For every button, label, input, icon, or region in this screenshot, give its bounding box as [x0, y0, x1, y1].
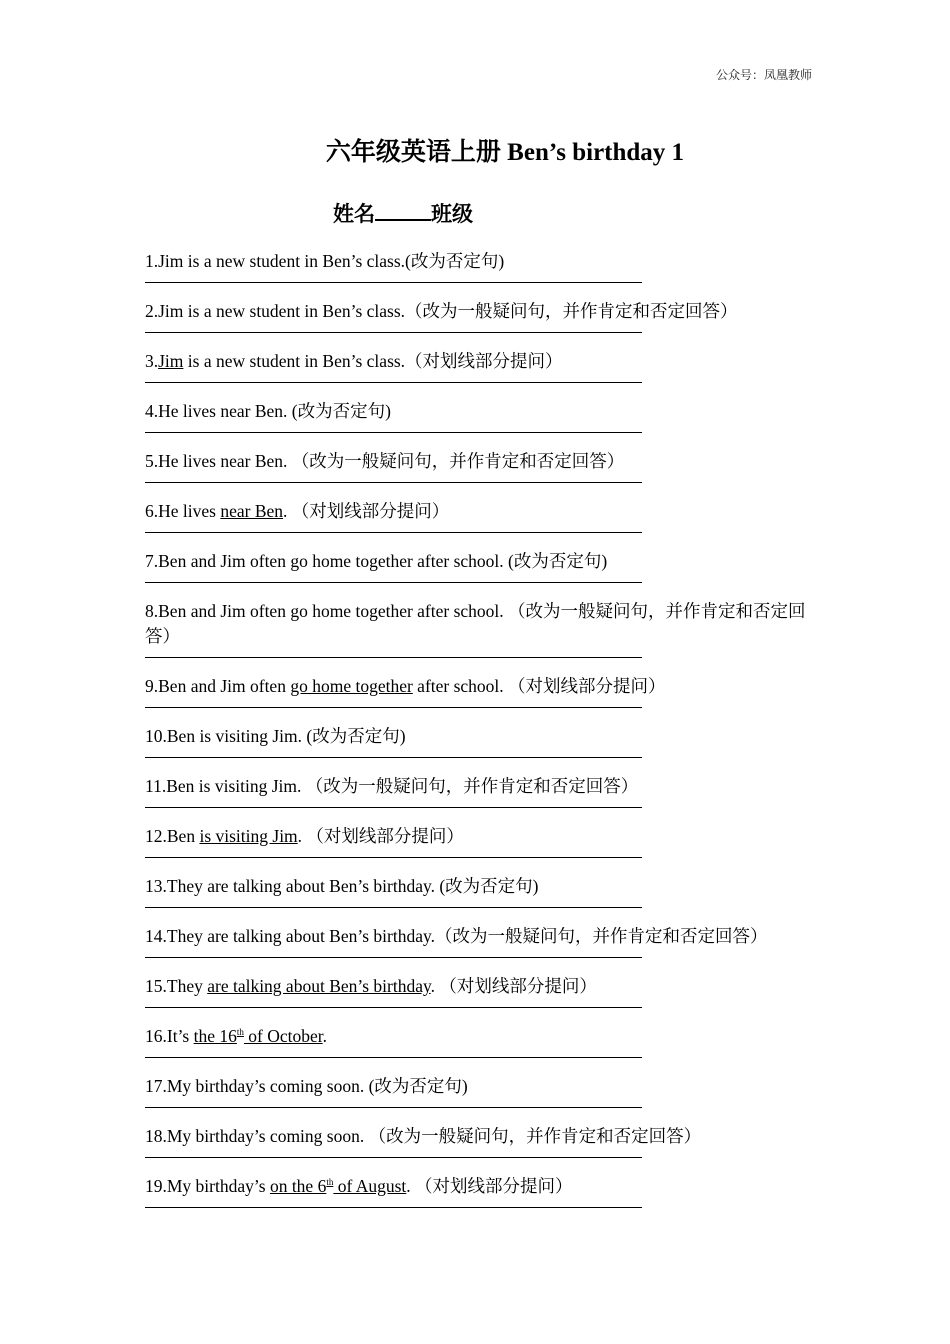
answer-line[interactable] — [145, 1057, 642, 1058]
question-fragment: 17.My birthday’s coming soon. (改为否定句) — [145, 1076, 468, 1096]
answer-line[interactable] — [145, 857, 642, 858]
answer-line[interactable] — [145, 332, 642, 333]
question-text — [145, 549, 813, 574]
answer-line[interactable] — [145, 382, 642, 383]
question-fragment: . （对划线部分提问） — [430, 976, 597, 996]
question-item — [145, 1074, 813, 1108]
answer-line[interactable] — [145, 957, 642, 958]
answer-line[interactable] — [145, 907, 642, 908]
question-text — [145, 449, 813, 474]
question-fragment: 10.Ben is visiting Jim. (改为否定句) — [145, 726, 406, 746]
underlined-phrase: Jim — [158, 351, 184, 371]
answer-line[interactable] — [145, 1007, 642, 1008]
underlined-phrase: th — [326, 1177, 334, 1187]
question-text — [145, 349, 813, 374]
underlined-phrase: near Ben — [220, 501, 284, 521]
question-fragment: . — [322, 1026, 328, 1046]
question-item — [145, 549, 813, 583]
question-text — [145, 924, 813, 949]
question-item — [145, 774, 813, 808]
question-fragment: . （对划线部分提问） — [283, 501, 450, 521]
question-text — [145, 1024, 813, 1049]
page-title: 六年级英语上册 Ben’s birthday 1 — [325, 139, 685, 166]
question-fragment: 5.He lives near Ben. （改为一般疑问句，并作肯定和否定回答） — [145, 451, 625, 471]
question-fragment: 1.Jim is a new student in Ben’s class.(改为否定句) — [145, 251, 505, 271]
question-item — [145, 349, 813, 383]
question-item — [145, 499, 813, 533]
question-fragment: 16.It’s — [145, 1026, 194, 1046]
question-fragment: 3. — [145, 351, 159, 371]
name-class-line — [333, 197, 473, 228]
question-fragment: 6.He lives — [145, 501, 221, 521]
question-text — [145, 299, 813, 324]
underlined-phrase: th — [236, 1027, 244, 1037]
answer-line[interactable] — [145, 707, 642, 708]
question-fragment: 18.My birthday’s coming soon. （改为一般疑问句，并作肯定和否定回答） — [145, 1126, 702, 1146]
question-text — [145, 874, 813, 899]
question-fragment: is a new student in Ben’s class.（对划线部分提问） — [183, 351, 563, 371]
class-label: 班级 — [431, 202, 473, 226]
answer-line[interactable] — [145, 282, 642, 283]
question-list — [145, 249, 813, 1224]
answer-line[interactable] — [145, 532, 642, 533]
question-text — [145, 499, 813, 524]
underlined-phrase: on the 6 — [269, 1176, 327, 1196]
question-text — [145, 774, 813, 799]
underlined-phrase: the 16 — [193, 1026, 237, 1046]
question-item — [145, 299, 813, 333]
question-item — [145, 824, 813, 858]
question-item — [145, 599, 813, 658]
question-text — [145, 974, 813, 999]
question-text — [145, 1124, 813, 1149]
question-text — [145, 824, 813, 849]
question-text — [145, 1174, 813, 1199]
question-text — [145, 674, 813, 699]
question-item — [145, 1024, 813, 1058]
question-text — [145, 724, 813, 749]
question-item — [145, 399, 813, 433]
question-item — [145, 1124, 813, 1158]
question-fragment: 13.They are talking about Ben’s birthday. (改为否定句) — [145, 876, 539, 896]
question-item — [145, 449, 813, 483]
question-fragment: . （对划线部分提问） — [297, 826, 464, 846]
answer-line[interactable] — [145, 482, 642, 483]
question-fragment: 9.Ben and Jim often — [145, 676, 291, 696]
question-fragment: 7.Ben and Jim often go home together after school. (改为否定句) — [145, 551, 608, 571]
name-label: 姓名 — [333, 202, 375, 226]
question-item — [145, 924, 813, 958]
answer-line[interactable] — [145, 657, 642, 658]
question-fragment: 19.My birthday’s — [145, 1176, 270, 1196]
question-fragment: 14.They are talking about Ben’s birthday.（改为一般疑问句，并作肯定和否定回答） — [145, 926, 768, 946]
question-item — [145, 874, 813, 908]
header-note: 公众号：凤凰教师 — [715, 68, 812, 82]
answer-line[interactable] — [145, 582, 642, 583]
question-item — [145, 974, 813, 1008]
question-item — [145, 674, 813, 708]
question-fragment: . （对划线部分提问） — [406, 1176, 573, 1196]
name-blank[interactable] — [375, 197, 431, 221]
answer-line[interactable] — [145, 1207, 642, 1208]
answer-line[interactable] — [145, 1157, 642, 1158]
question-fragment: after school. （对划线部分提问） — [412, 676, 666, 696]
question-fragment: 11.Ben is visiting Jim. （改为一般疑问句，并作肯定和否定回答） — [145, 776, 639, 796]
question-item — [145, 249, 813, 283]
question-fragment: 12.Ben — [145, 826, 200, 846]
question-text — [145, 249, 813, 274]
answer-line[interactable] — [145, 432, 642, 433]
underlined-phrase: of October — [243, 1026, 323, 1046]
underlined-phrase: of August — [333, 1176, 407, 1196]
answer-line[interactable] — [145, 1107, 642, 1108]
question-fragment: 15.They — [145, 976, 208, 996]
question-item — [145, 724, 813, 758]
answer-line[interactable] — [145, 807, 642, 808]
question-text — [145, 599, 813, 649]
question-fragment: 4.He lives near Ben. (改为否定句) — [145, 401, 391, 421]
question-fragment: 8.Ben and Jim often go home together after school. （改为一般疑问句，并作肯定和否定回答） — [145, 601, 806, 646]
underlined-phrase: is visiting Jim — [199, 826, 298, 846]
question-text — [145, 399, 813, 424]
question-item — [145, 1174, 813, 1208]
answer-line[interactable] — [145, 757, 642, 758]
question-fragment: 2.Jim is a new student in Ben’s class.（改为一般疑问句，并作肯定和否定回答） — [145, 301, 738, 321]
question-text — [145, 1074, 813, 1099]
underlined-phrase: are talking about Ben’s birthday — [207, 976, 431, 996]
underlined-phrase: go home together — [290, 676, 413, 696]
